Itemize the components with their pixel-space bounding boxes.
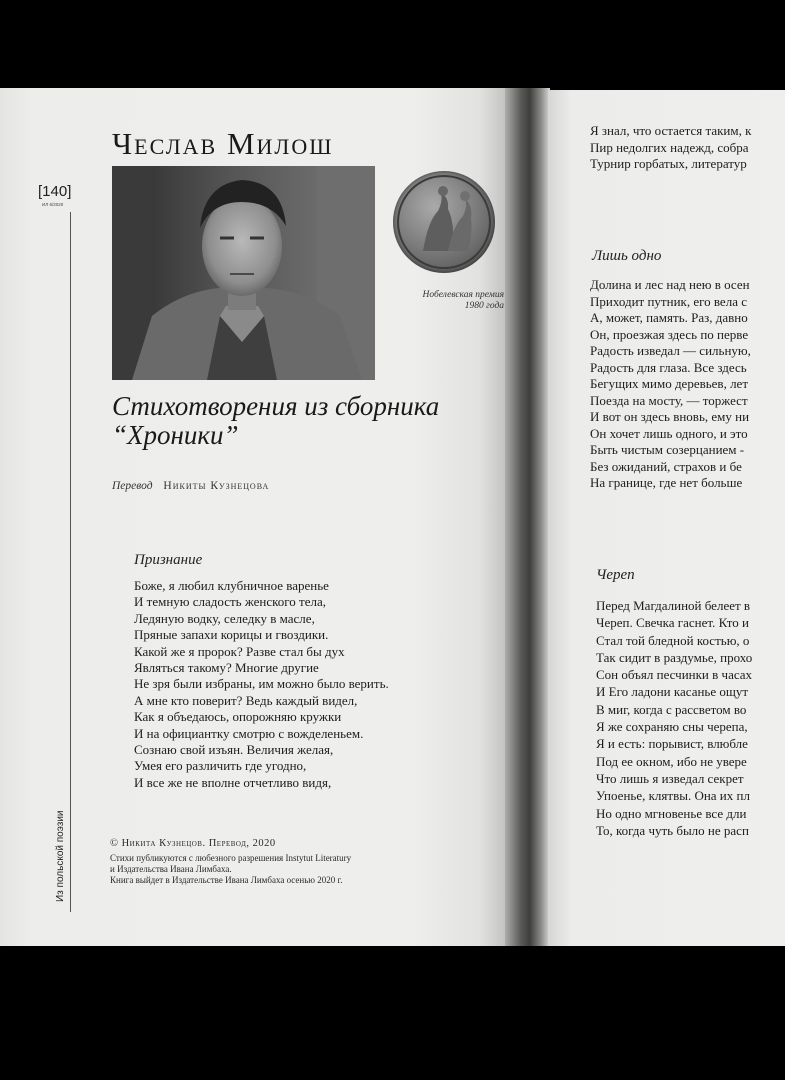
verse-line: Он, проезжая здесь по перве <box>590 326 749 342</box>
verse-line: Умея его различить где угодно, <box>134 758 307 774</box>
verse-line: Перед Магдалиной белеет в <box>596 598 751 613</box>
copyright-notice <box>110 838 351 886</box>
copyright-line: Книга выйдет в Издательстве Ивана Лимбаха осенью 2020 г. <box>110 875 343 885</box>
verse-line: Пряные запахи корицы и гвоздики. <box>134 627 329 643</box>
verse-line: Под ее окном, ибо не увере <box>596 753 747 769</box>
verse-line: Так сидит в раздумье, прохо <box>596 649 753 665</box>
poem-title: Признание <box>134 552 203 568</box>
verse-line: И Его ладони касанье ощут <box>596 684 749 700</box>
verse-line: Стал той бледной костью, о <box>596 632 750 648</box>
section-label: Из польской поэзии <box>55 810 66 902</box>
nobel-medal-image <box>393 171 495 273</box>
verse-line: Сознаю свой изъян. Величия желая, <box>134 742 334 758</box>
verse-line: Ледяную водку, селедку в масле, <box>134 610 315 626</box>
translator-credit <box>112 480 269 492</box>
verse-line: И все же не вполне отчетливо видя, <box>134 774 332 790</box>
right-top-stanza <box>590 123 751 173</box>
verse-line: Сон объял песчинки в часах <box>596 667 753 683</box>
poem-title: Лишь одно <box>592 248 662 264</box>
book-spine <box>505 88 550 946</box>
verse-line: Радость изведал — сильную, <box>590 343 751 358</box>
verse-line: Боже, я любил клубничное варенье <box>134 578 329 593</box>
verse-line: Пир недолгих надежд, собра <box>590 139 749 155</box>
poem-body <box>134 578 389 791</box>
verse-line: И вот он здесь вновь, ему ни <box>590 409 750 424</box>
medal-caption-line: 1980 года <box>464 301 504 311</box>
issue-code: ИЛ 6/2020 <box>42 202 64 207</box>
collection-title-line: “Хроники” <box>112 420 239 450</box>
medal-caption-line: Нобелевская премия <box>422 290 504 300</box>
author-portrait-photo <box>112 166 375 380</box>
poem-body <box>590 277 751 492</box>
verse-line: Что лишь я изведал секрет <box>596 770 744 786</box>
verse-line: В миг, когда с рассветом во <box>596 701 747 717</box>
verse-line: Но одно мгновенье все дли <box>596 805 747 821</box>
right-page <box>548 90 785 946</box>
copyright-line: и Издательства Ивана Лимбаха. <box>110 864 232 874</box>
verse-line: То, когда чуть было не расп <box>596 822 749 838</box>
verse-line: И на официантку смотрю с вожделеньем. <box>134 725 364 741</box>
verse-line: Я знал, что остается таким, к <box>590 123 752 138</box>
verse-line: Быть чистым созерцанием - <box>590 442 745 457</box>
collection-title-line: Стихотворения из сборника <box>112 391 440 421</box>
verse-line: Череп. Свечка гаснет. Кто и <box>596 615 749 631</box>
verse-line: Приходит путник, его вела с <box>590 293 747 309</box>
poem-body <box>596 597 752 839</box>
verse-line: И темную сладость женского тела, <box>134 594 327 610</box>
verse-line: Турнир горбатых, литератур <box>590 156 747 171</box>
margin-rule <box>70 212 71 912</box>
medal-caption <box>380 290 504 312</box>
copyright-line: Стихи публикуются с любезного разрешения Instytut Literatury <box>110 853 352 863</box>
collection-title <box>112 392 512 450</box>
verse-line: Радость для глаза. Все здесь <box>590 359 747 375</box>
poem <box>134 552 389 791</box>
verse-line: Я же сохраняю сны черепа, <box>596 719 748 735</box>
verse-line: А, может, память. Раз, давно <box>590 310 748 325</box>
verse-line: Без ожиданий, страхов и бе <box>590 458 742 474</box>
copyright-line: © Никита Кузнецов. Перевод, 2020 <box>110 838 276 849</box>
verse-line: На границе, где нет больше <box>590 475 743 490</box>
author-name: Чеслав Милош <box>112 126 334 161</box>
verse-line: Я и есть: порывист, влюбле <box>596 736 748 752</box>
verse-line: Упоенье, клятвы. Она их пл <box>596 788 750 804</box>
verse-line: Бегущих мимо деревьев, лет <box>590 376 749 391</box>
poem-title: Череп <box>596 567 635 583</box>
verse-line: Он хочет лишь одного, и это <box>590 425 748 441</box>
verse-line: Не зря были избраны, им можно было верить. <box>134 676 389 692</box>
verse-line: Поезда на мосту, — торжест <box>590 392 748 408</box>
verse-line: А мне кто поверит? Ведь каждый видел, <box>134 692 358 708</box>
verse-line: Как я объедаюсь, опорожняю кружки <box>134 709 342 725</box>
verse-line: Какой же я пророк? Разве стал бы дух <box>134 643 345 659</box>
verse-line: Долина и лес над нею в осен <box>590 277 750 292</box>
translator-name: Никиты Кузнецова <box>163 480 270 492</box>
translator-label: Перевод <box>112 480 153 492</box>
verse-line: Являться такому? Многие другие <box>134 660 319 676</box>
page-number: [140] <box>38 183 72 200</box>
